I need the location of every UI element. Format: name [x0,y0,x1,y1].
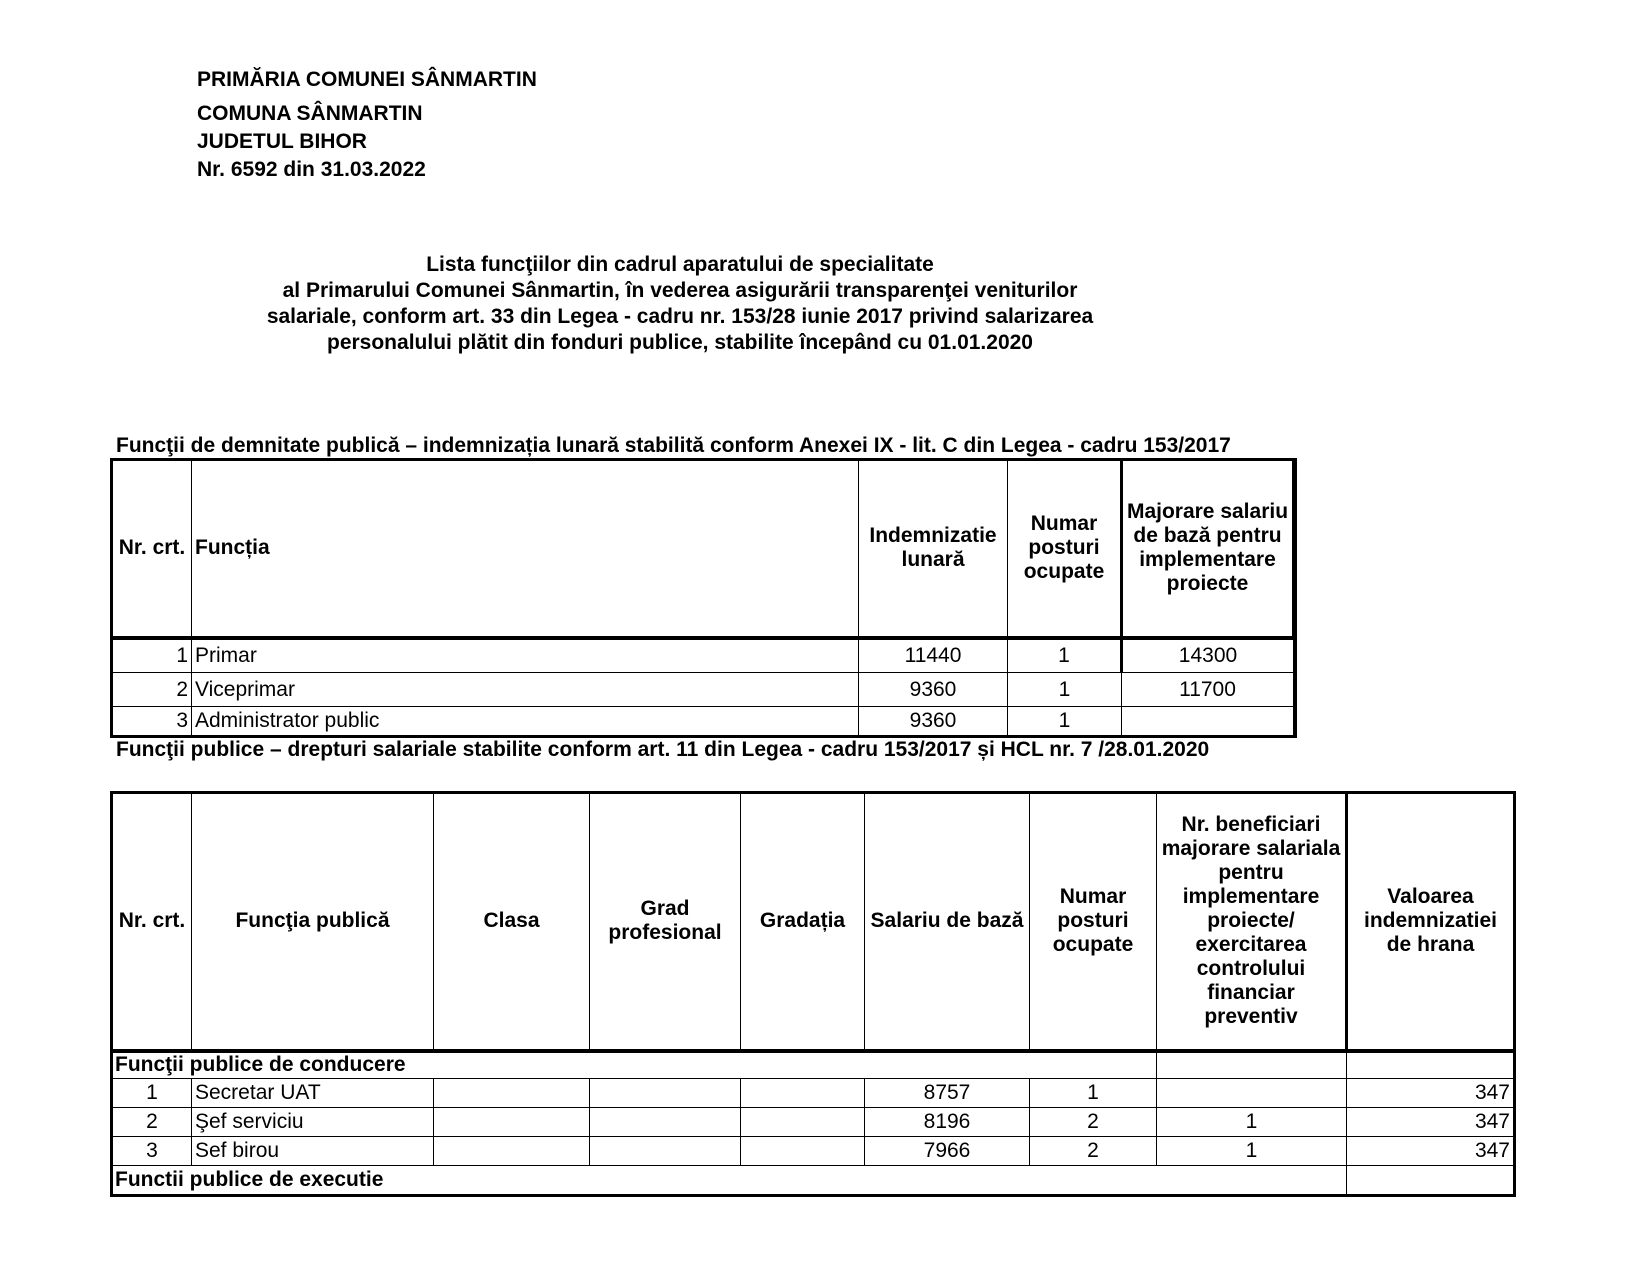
cell-nr: 3 [113,1137,192,1166]
cell-functia: Secretar UAT [192,1079,434,1108]
header-nr-crt: Nr. crt. [113,461,192,638]
cell-functia: Viceprimar [192,673,859,707]
table-row [113,1079,1514,1108]
table-header-row [113,461,1294,638]
header-numar-posturi: Numar posturi ocupate [1030,794,1157,1051]
cell-beneficiari: 1 [1157,1137,1347,1166]
header-majorare: Majorare salariu de bază pentru implementare proiecte [1122,461,1294,638]
table-header-row [113,794,1514,1051]
table-row [113,638,1294,673]
table-row [113,1108,1514,1137]
cell-clasa [434,1137,590,1166]
cell-nr: 1 [113,1079,192,1108]
cell-gradatia [741,1137,865,1166]
cell-empty [1157,1051,1347,1079]
title-line-1: Lista funcţiilor din cadrul aparatului de specialitate [426,253,934,276]
cell-functia: Primar [192,638,859,673]
cell-numar: 1 [1008,673,1122,707]
cell-nr: 1 [113,638,192,673]
cell-numar: 2 [1030,1108,1157,1137]
cell-majorare [1122,707,1294,736]
cell-nr: 2 [113,673,192,707]
commune-name: COMUNA SÂNMARTIN [197,102,423,125]
title-line-4: personalului plătit din fonduri publice, stabilite începând cu 01.01.2020 [327,331,1033,354]
cell-salariu: 7966 [865,1137,1030,1166]
group-row-executie [113,1166,1514,1195]
cell-hrana: 347 [1347,1079,1514,1108]
cell-numar: 1 [1030,1079,1157,1108]
header-indemnizatie: Indemnizatie lunară [859,461,1008,638]
cell-clasa [434,1108,590,1137]
cell-empty [1347,1166,1514,1195]
cell-numar: 1 [1008,707,1122,736]
cell-beneficiari [1157,1079,1347,1108]
cell-salariu: 8196 [865,1108,1030,1137]
institution-name: PRIMĂRIA COMUNEI SÂNMARTIN [197,68,537,91]
county-name: JUDETUL BIHOR [197,130,367,153]
header-nr-beneficiari: Nr. beneficiari majorare salariala pentru implementare proiecte/ exercitarea controlului financiar preventiv [1157,794,1347,1051]
cell-nr: 2 [113,1108,192,1137]
table-row [113,707,1294,736]
section-title-functii-publice: Funcţii publice – drepturi salariale stabilite conform art. 11 din Legea - cadru 153/2017 și HCL nr. 7 /28.01.2020 [116,738,1210,761]
cell-majorare: 11700 [1122,673,1294,707]
table-demnitate-publica [112,460,1295,736]
cell-functia: Şef serviciu [192,1108,434,1137]
cell-salariu: 8757 [865,1079,1030,1108]
cell-clasa [434,1079,590,1108]
cell-beneficiari: 1 [1157,1108,1347,1137]
group-label-conducere: Funcţii publice de conducere [113,1051,1157,1079]
header-indemnizatie-hrana: Valoarea indemnizatiei de hrana [1347,794,1514,1051]
header-nr-crt: Nr. crt. [113,794,192,1051]
cell-gradatia [741,1108,865,1137]
cell-majorare: 14300 [1122,638,1294,673]
cell-hrana: 347 [1347,1137,1514,1166]
table-functii-publice [112,793,1514,1195]
cell-nr: 3 [113,707,192,736]
cell-functia: Sef birou [192,1137,434,1166]
table-row [113,673,1294,707]
header-functia: Funcția [192,461,859,638]
header-numar-posturi: Numar posturi ocupate [1008,461,1122,638]
cell-indemnizatie: 9360 [859,673,1008,707]
cell-indemnizatie: 11440 [859,638,1008,673]
header-clasa: Clasa [434,794,590,1051]
group-row-conducere [113,1051,1514,1079]
title-line-3: salariale, conform art. 33 din Legea - cadru nr. 153/28 iunie 2017 privind salarizarea [266,305,1094,328]
cell-hrana: 347 [1347,1108,1514,1137]
header-grad-profesional: Grad profesional [590,794,741,1051]
header-functia-publica: Funcţia publică [192,794,434,1051]
group-label-executie: Functii publice de executie [113,1166,1347,1195]
header-salariu-de-baza: Salariu de bază [865,794,1030,1051]
cell-numar: 1 [1008,638,1122,673]
cell-grad [590,1137,741,1166]
header-gradatia: Gradația [741,794,865,1051]
table-row [113,1137,1514,1166]
title-line-2: al Primarului Comunei Sânmartin, în vederea asigurării transparenţei veniturilor [282,279,1078,302]
cell-numar: 2 [1030,1137,1157,1166]
cell-indemnizatie: 9360 [859,707,1008,736]
cell-grad [590,1079,741,1108]
cell-grad [590,1108,741,1137]
document-title [180,252,1180,356]
section-title-demnitate: Funcţii de demnitate publică – indemnizația lunară stabilită conform Anexei IX - lit. C din Legea - cadru 153/2017 [116,434,1231,457]
cell-functia: Administrator public [192,707,859,736]
cell-empty [1347,1051,1514,1079]
cell-gradatia [741,1079,865,1108]
registration-number: Nr. 6592 din 31.03.2022 [197,158,426,181]
